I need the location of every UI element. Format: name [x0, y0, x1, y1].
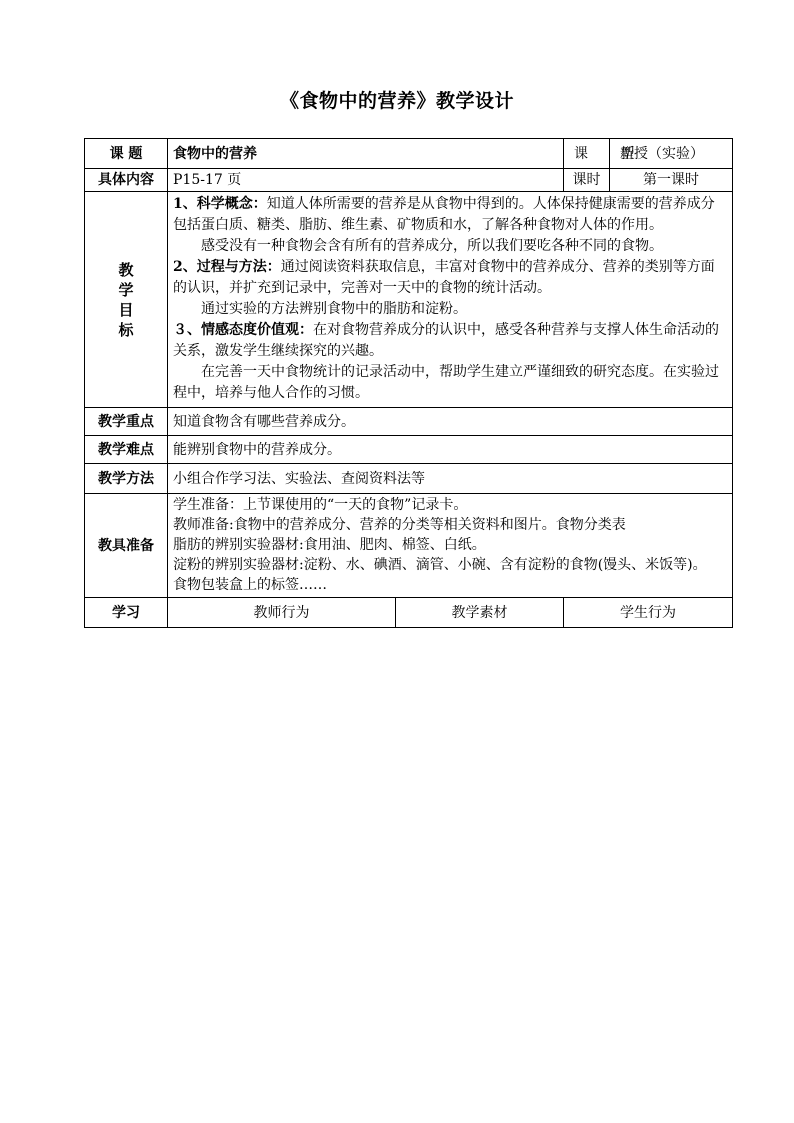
goal-paragraph: 在完善一天中食物统计的记录活动中，帮助学生建立严谨细致的研究态度。在实验过程中，培养与他人合作的习惯。 [173, 364, 719, 401]
goal-heading: 2、过程与方法： [173, 259, 281, 275]
period-label: 课时 [564, 169, 610, 192]
goal-heading: ３、情感态度价值观： [173, 322, 313, 338]
materials-line: 脂肪的辨别实验器材:食用油、肥肉、棉签、白纸。 [173, 537, 486, 553]
method-row [85, 464, 733, 494]
goal-paragraph: 感受没有一种食物会含有所有的营养成分，所以我们要吃各种不同的食物。 [201, 238, 663, 254]
process-col-teacher: 教师行为 [168, 598, 396, 628]
type-label: 课 型 [564, 139, 610, 169]
type-value: 新授（实验） [610, 139, 733, 169]
goals-content [168, 192, 733, 408]
goals-row [85, 192, 733, 408]
focus-value: 知道食物含有哪些营养成分。 [168, 408, 733, 436]
process-col-student: 学生行为 [564, 598, 733, 628]
materials-content [168, 494, 733, 598]
materials-row [85, 494, 733, 598]
materials-line: 教师准备:食物中的营养成分、营养的分类等相关资料和图片。食物分类表 [173, 517, 626, 533]
goal-paragraph [173, 320, 727, 362]
difficulty-label: 教学难点 [85, 436, 168, 464]
materials-label: 教具准备 [85, 494, 168, 598]
goal-paragraph [173, 194, 727, 236]
subject-row [85, 139, 733, 169]
goal-text: 在对食物营养成分的认识中，感受各种营养与支撑人体生命活动的关系，激发学生继续探究的兴趣。 [173, 322, 719, 359]
method-value: 小组合作学习法、实验法、查阅资料法等 [168, 464, 733, 494]
process-col-learning: 学习 [85, 598, 168, 628]
goal-heading: 1、科学概念： [173, 196, 267, 212]
subject-label: 课 题 [85, 139, 168, 169]
content-row [85, 169, 733, 192]
focus-label: 教学重点 [85, 408, 168, 436]
difficulty-value: 能辨别食物中的营养成分。 [168, 436, 733, 464]
goals-label-char: 教 [118, 260, 134, 279]
content-label: 具体内容 [85, 169, 168, 192]
goal-text: 知道人体所需要的营养是从食物中得到的。人体保持健康需要的营养成分包括蛋白质、糖类、脂肪、维生素、矿物质和水，了解各种食物对人体的作用。 [173, 196, 715, 233]
method-label: 教学方法 [85, 464, 168, 494]
subject-value: 食物中的营养 [168, 139, 564, 169]
goal-paragraph: 通过实验的方法辨别食物中的脂肪和淀粉。 [201, 301, 467, 317]
content-value: P15-17 页 [168, 169, 564, 192]
goals-label-char: 学 [118, 280, 134, 299]
goal-text: 通过阅读资料获取信息，丰富对食物中的营养成分、营养的类别等方面的认识，并扩充到记录中，完善对一天中的食物的统计活动。 [173, 259, 715, 296]
period-value: 第一课时 [610, 169, 733, 192]
process-header-row [85, 598, 733, 628]
page-title: 《食物中的营养》教学设计 [279, 90, 514, 112]
goals-label-char: 标 [118, 320, 134, 339]
focus-row [85, 408, 733, 436]
materials-line: 学生准备：上节课使用的“一天的食物”记录卡。 [173, 497, 468, 513]
goals-label [85, 192, 168, 408]
materials-line: 淀粉的辨别实验器材:淀粉、水、碘酒、滴管、小碗、含有淀粉的食物(馒头、米饭等)。 [173, 557, 707, 573]
goals-label-char: 目 [118, 300, 134, 319]
goal-paragraph [173, 257, 727, 299]
process-col-materials: 教学素材 [396, 598, 564, 628]
difficulty-row [85, 436, 733, 464]
lesson-plan-table [84, 138, 733, 628]
materials-line: 食物包装盒上的标签…… [173, 577, 327, 593]
